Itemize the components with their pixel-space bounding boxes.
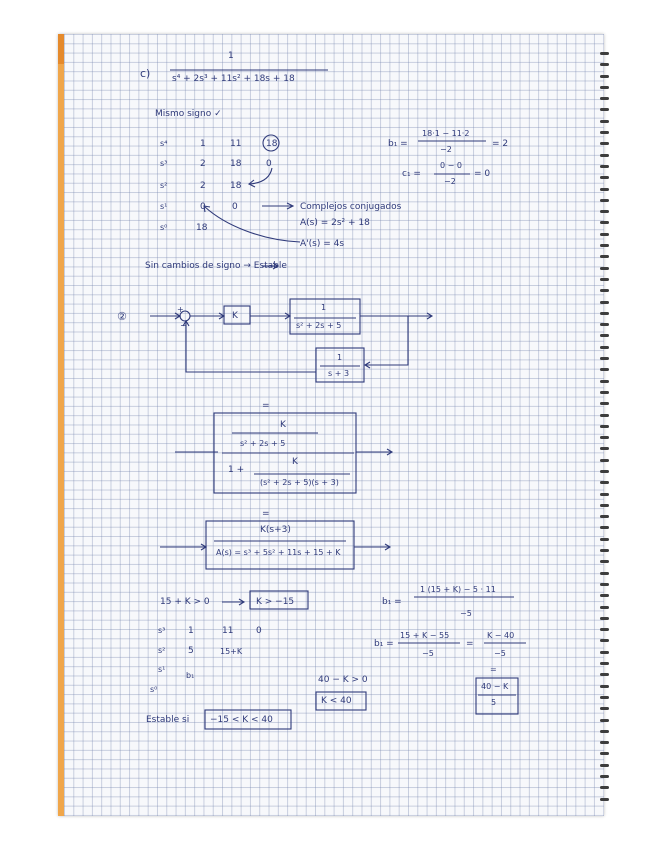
- routh-cell: 0: [232, 202, 238, 212]
- b1-denominator: −2: [440, 145, 452, 154]
- b1c-denominator: 5: [491, 698, 497, 707]
- routh-row-label: s³: [158, 626, 166, 635]
- aux-polynomial: A(s) = 2s² + 18: [300, 218, 370, 228]
- curved-arrow: [250, 168, 272, 184]
- tf-numerator: 1: [228, 51, 234, 61]
- routh-row-label: s⁰: [150, 685, 158, 694]
- routh-cell: 18: [230, 159, 242, 169]
- closed-loop-block-2: [206, 521, 354, 569]
- b1-label: b₁ =: [388, 139, 408, 149]
- routh-cell: 18: [196, 223, 208, 233]
- block-h-numerator: 1: [337, 353, 343, 362]
- routh-cell: 1: [200, 139, 206, 149]
- routh-cell: 0: [256, 626, 262, 636]
- condition-1: 15 + K > 0: [160, 597, 210, 607]
- result-box: [205, 710, 291, 729]
- b1a-label: b₁ =: [382, 597, 402, 607]
- cl1-numerator-denominator: s² + 2s + 5: [240, 439, 286, 448]
- sum-minus-sign: −: [180, 321, 187, 330]
- condition-2-result: K < 40: [321, 696, 352, 706]
- b1b-label: b₁ =: [374, 639, 394, 649]
- feedback-line: [186, 321, 316, 372]
- b1b-numerator-2: K − 40: [487, 631, 515, 640]
- routh-row-label: s¹: [160, 202, 168, 211]
- cl1-denominator-denominator: (s² + 2s + 5)(s + 3): [260, 478, 339, 487]
- routh-row-label: s²: [160, 181, 168, 190]
- b1a-denominator: −5: [460, 609, 472, 618]
- routh-cell: 18: [230, 181, 242, 191]
- final-stability-range: −15 < K < 40: [210, 715, 273, 725]
- tf-denominator: s⁴ + 2s³ + 11s² + 18s + 18: [172, 74, 295, 84]
- block-h-denominator: s + 3: [328, 369, 350, 378]
- routh-cell: 11: [222, 626, 234, 636]
- b1c-numerator: 40 − K: [481, 682, 509, 691]
- b1b-denominator-2: −5: [494, 649, 506, 658]
- block-h: [316, 348, 364, 382]
- result-box: [316, 692, 366, 710]
- sum-plus-sign: +: [177, 305, 184, 314]
- routh-cell: 18: [266, 139, 278, 149]
- cl2-numerator: K(s+3): [260, 525, 291, 535]
- routh-row-label: s⁴: [160, 139, 168, 148]
- cl1-denominator-numerator: K: [292, 457, 298, 467]
- routh-cell: 2: [200, 181, 206, 191]
- curved-arrow: [205, 207, 300, 242]
- routh-row-label: s³: [160, 159, 168, 168]
- routh-cell: 5: [188, 646, 194, 656]
- routh-cell: 1: [188, 626, 194, 636]
- c1-result: = 0: [474, 169, 491, 179]
- part-c-label: c): [140, 67, 151, 80]
- equals-mark: =: [262, 401, 270, 411]
- cl2-denominator: A(s) = s³ + 5s² + 11s + 15 + K: [216, 548, 341, 557]
- final-stability-prefix: Estable si: [146, 715, 190, 725]
- routh-cell: 0: [200, 202, 206, 212]
- c1-numerator: 0 − 0: [440, 161, 462, 170]
- b1b-denominator: −5: [422, 649, 434, 658]
- routh-cell: 2: [200, 159, 206, 169]
- feedback-line: [365, 316, 408, 365]
- problem-number: ②: [117, 310, 127, 323]
- block-g-numerator: 1: [321, 303, 327, 312]
- block-k-label: K: [232, 311, 238, 321]
- b1b-equals: =: [466, 639, 474, 649]
- circle-mark: [263, 135, 279, 151]
- routh-cell: b₁: [186, 671, 195, 680]
- condition-2: 40 − K > 0: [318, 675, 368, 685]
- mismo-signo-note: Mismo signo ✓: [155, 109, 222, 119]
- routh-cell: 11: [230, 139, 242, 149]
- conclusion-c: Sin cambios de signo → Estable: [145, 261, 287, 271]
- routh-cell: 0: [266, 159, 272, 169]
- condition-1-result: K > −15: [256, 597, 295, 607]
- routh-row-label: s¹: [158, 665, 166, 674]
- complejos-note: Complejos conjugados: [300, 202, 402, 212]
- routh-cell: 15+K: [220, 647, 243, 656]
- cl1-denominator-prefix: 1 +: [228, 465, 245, 475]
- c1-label: c₁ =: [402, 169, 421, 179]
- block-g: [290, 299, 360, 334]
- routh-row-label: s²: [158, 646, 166, 655]
- b1-result: = 2: [492, 139, 509, 149]
- c1-denominator: −2: [444, 177, 456, 186]
- cl1-numerator: K: [280, 420, 286, 430]
- b1a-numerator: 1 (15 + K) − 5 · 11: [420, 585, 496, 594]
- block-g-denominator: s² + 2s + 5: [296, 321, 342, 330]
- aux-derivative: A'(s) = 4s: [300, 239, 345, 249]
- b1-numerator: 18·1 − 11·2: [422, 129, 470, 138]
- result-box: [250, 591, 308, 609]
- block-k: [224, 306, 250, 324]
- b1b-numerator: 15 + K − 55: [400, 631, 450, 640]
- b1c-equals: =: [490, 665, 497, 674]
- result-box: [476, 678, 518, 714]
- summing-junction: [180, 311, 190, 321]
- routh-row-label: s⁰: [160, 223, 168, 232]
- equals-mark: =: [262, 509, 270, 519]
